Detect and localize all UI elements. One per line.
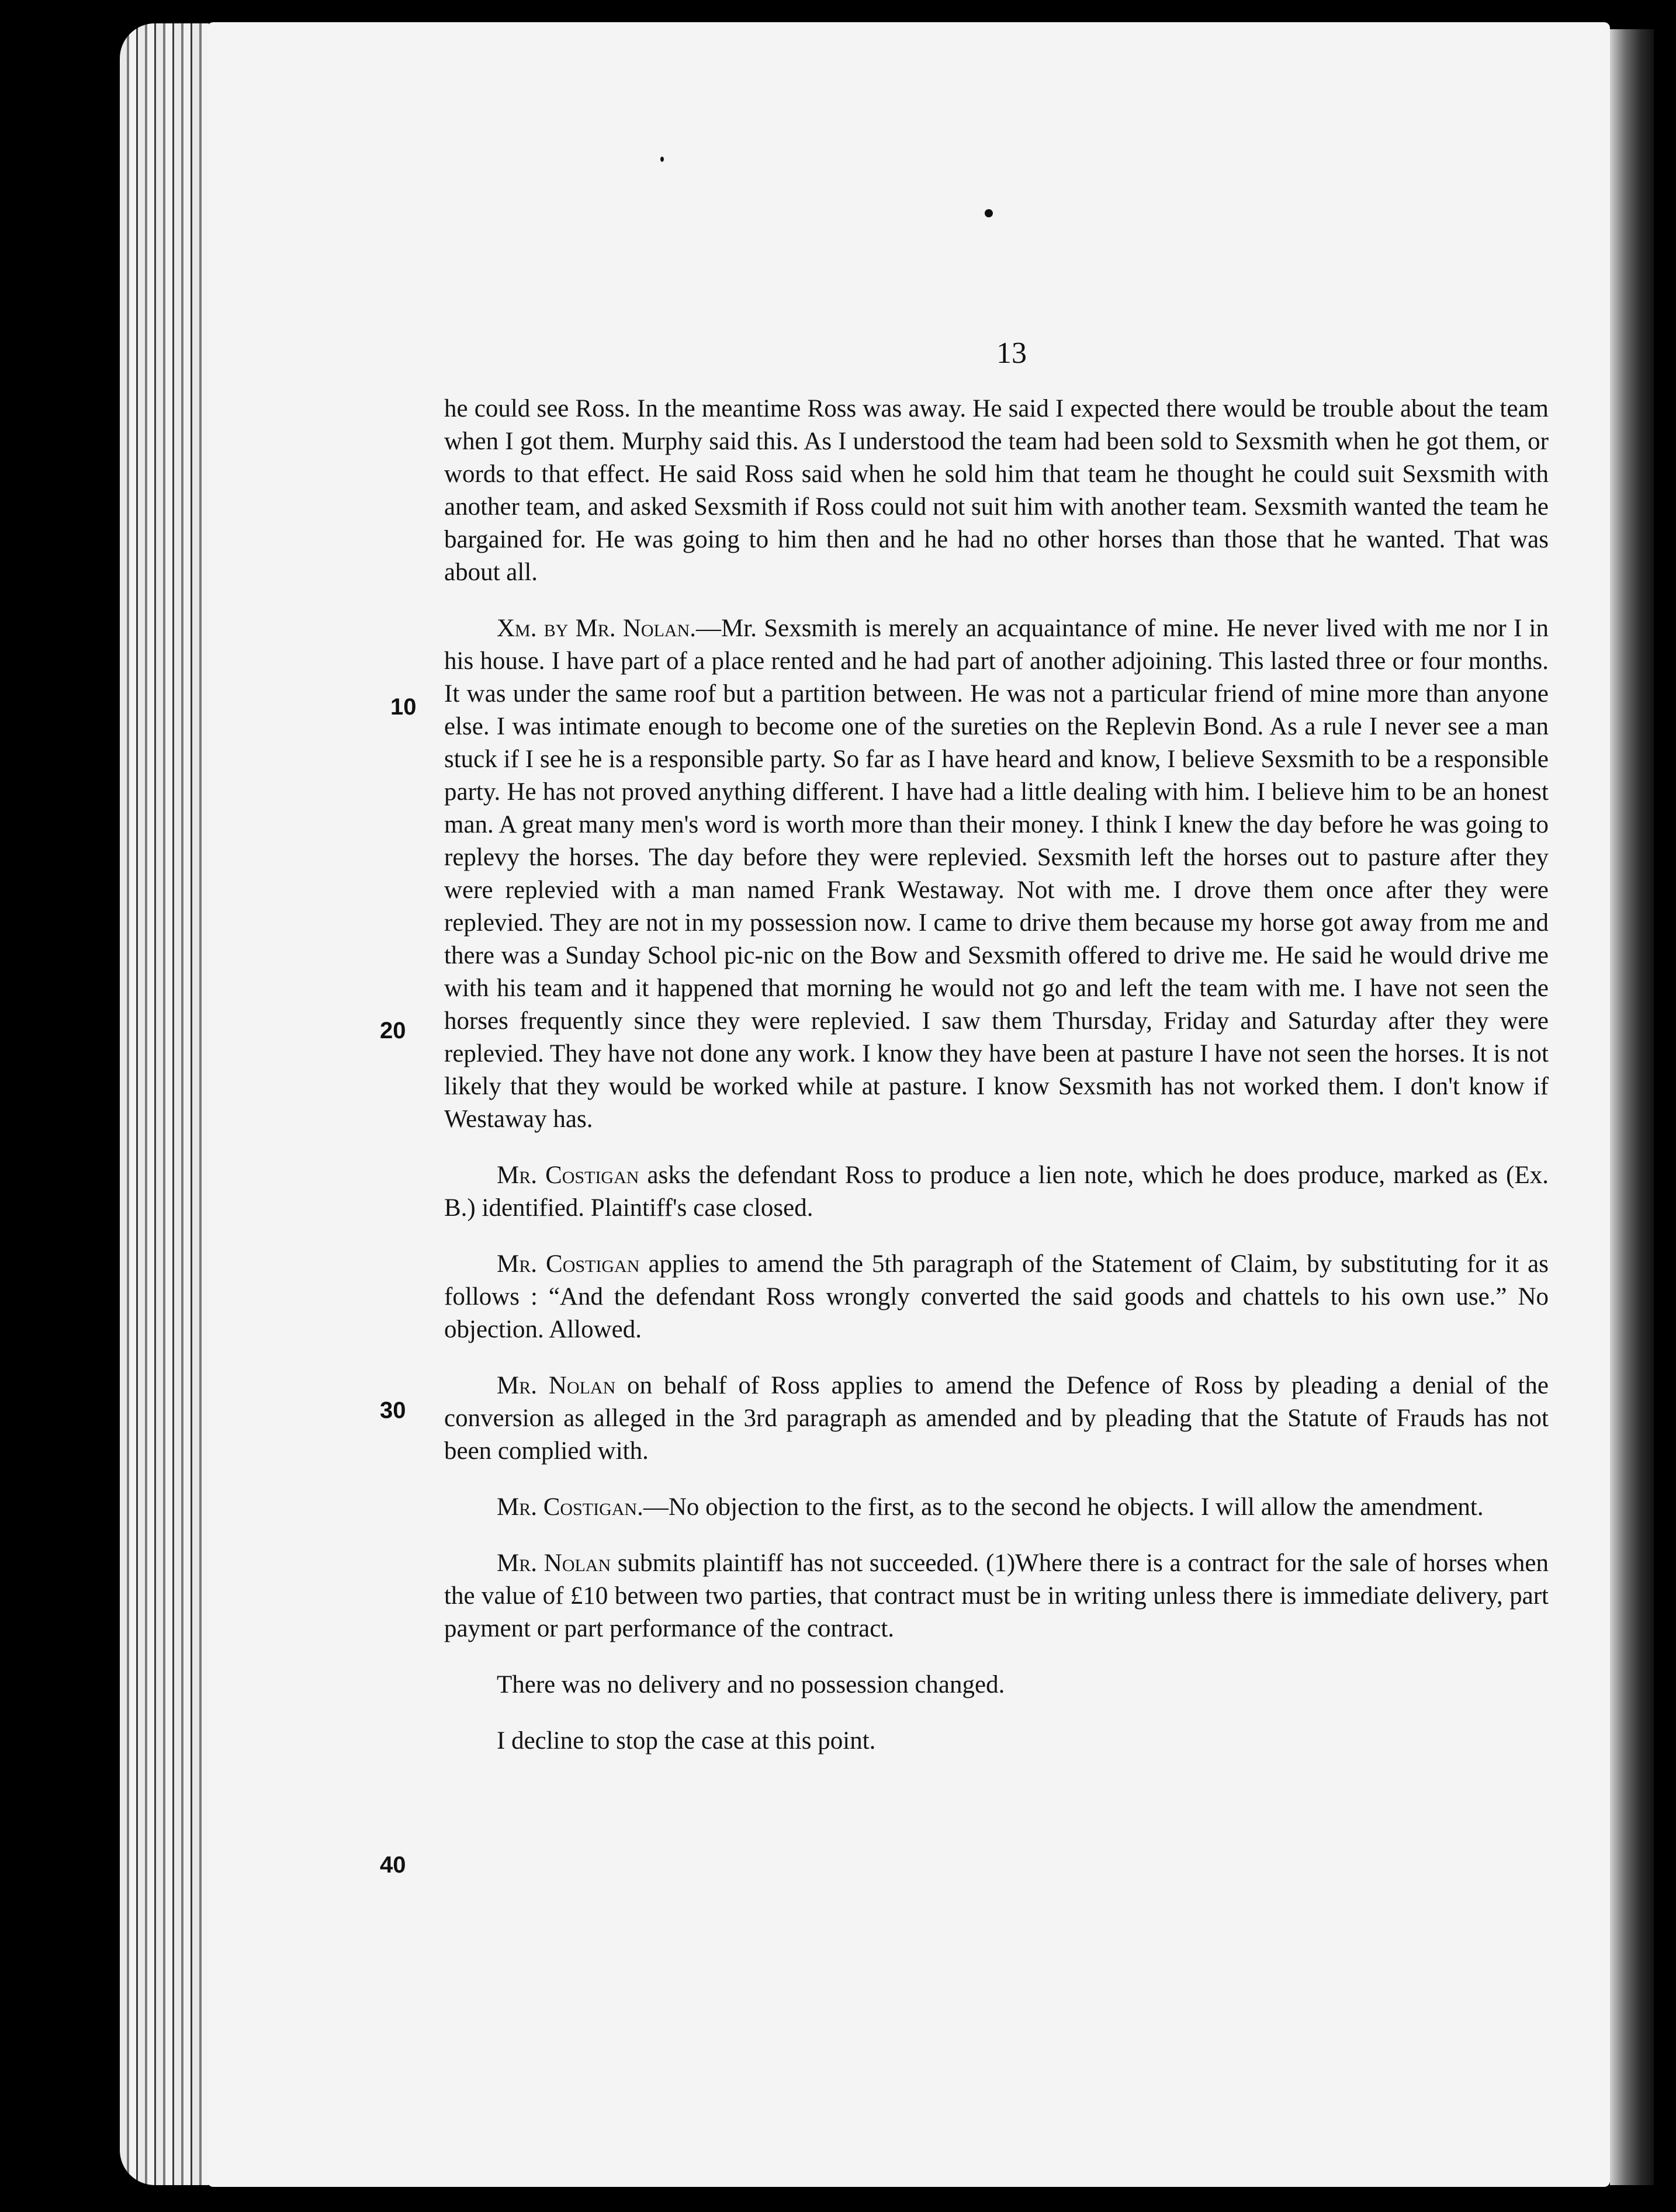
paragraph-5 <box>444 1370 1549 1468</box>
paragraph-1 <box>444 393 1549 589</box>
paragraph-text: he could see Ross. In the meantime Ross was away. He said I expected there would be trouble about the team when I got them. Murphy said this. As I understood the team had been sold to Sexsmith when he got them, or words to that effect. He said Ross said when he sold him that team he thought he could suit Sexsmith with another team, and asked Sexsmith if Ross could not suit him with another team. Sexsmith wanted the team he bargained for. He was going to him then and he had no other horses than those that he wanted. That was about all. <box>444 395 1549 586</box>
paragraph-text: I decline to stop the case at this point. <box>497 1727 876 1755</box>
speaker-lead: Mr. Costigan <box>497 1162 639 1189</box>
paragraph-text: —No objection to the first, as to the second he objects. I will allow the amendment. <box>643 1493 1484 1521</box>
paragraph-9 <box>444 1725 1549 1757</box>
paragraph-6 <box>444 1491 1549 1524</box>
speaker-lead: Mr. Costigan <box>497 1250 640 1278</box>
paragraph-text: —Mr. Sexsmith is merely an acquaintance of mine. He never lived with me nor I in his house. I have part of a place rented and he had part of another adjoining. This lasted three or four months. It was under the same roof but a partition between. He was not a particular friend of mine more than anyone else. I was intimate enough to become one of the sureties on the Replevin Bond. As a rule I never see a man stuck if I see he is a responsible party. So far as I have heard and know, I believe Sexsmith to be a responsible party. He has not proved anything different. I have had a little dealing with him. I believe him to be an honest man. A great many men's word is worth more than their money. I think I knew the day before he was going to replevy the horses. The day before they were replevied. Sexsmith left the horses out to pasture after they were replevied with a man named Frank Westaway. Not with me. I drove them once after they were replevied. They are not in my possession now. I came to drive them because my horse got away from me and there was a Sunday School pic-nic on the Bow and Sexsmith offered to drive me. He said he would drive me with his team and it happened that morning he would not go and left the team with me. I have not seen the horses frequently since they were replevied. I saw them Thursday, Friday and Saturday after they were replevied. They have not done any work. I know they have been at pasture I have not seen the horses. It is not likely that they would be worked while at pasture. I know Sexsmith has not worked them. I don't know if Westaway has. <box>444 615 1549 1133</box>
line-number-30: 30 <box>380 1398 406 1423</box>
paragraph-2-cross-examination <box>444 612 1549 1136</box>
book-gutter-shadow <box>1610 29 1654 2185</box>
paragraph-text: on behalf of Ross applies to amend the Defence of Ross by pleading a denial of the conversion as alleged in the 3rd paragraph as amended and by pleading that the Statute of Frauds has not been complied with. <box>444 1372 1549 1465</box>
paragraph-text: There was no delivery and no possession changed. <box>497 1671 1005 1698</box>
speaker-lead: Mr. Costigan. <box>497 1493 643 1521</box>
paragraph-text: submits plaintiff has not succeeded. (1)Where there is a contract for the sale of horses when the value of £10 between two parties, that contract must be in writing unless there is immediate delivery, part payment or part performance of the contract. <box>444 1549 1549 1642</box>
ink-speck <box>985 209 993 217</box>
paragraph-8 <box>444 1669 1549 1701</box>
speaker-lead: Mr. Nolan <box>497 1549 611 1577</box>
paragraph-3 <box>444 1159 1549 1225</box>
speaker-lead: Mr. Nolan <box>497 1372 616 1399</box>
paragraph-text: asks the defendant Ross to produce a lien note, which he does produce, marked as (Ex. B.) identified. Plaintiff's case closed. <box>444 1162 1549 1222</box>
paragraph-text: applies to amend the 5th paragraph of the Statement of Claim, by substituting for it as follows : “And the defendant Ross wrongly converted the said goods and chattels to his own use.” No objection. Allowed. <box>444 1250 1549 1343</box>
ink-speck <box>660 157 664 162</box>
line-number-20: 20 <box>380 1018 406 1043</box>
body-text <box>444 393 1549 1781</box>
line-number-40: 40 <box>380 1852 406 1878</box>
paragraph-7 <box>444 1547 1549 1645</box>
paragraph-4 <box>444 1248 1549 1346</box>
speaker-lead: Xm. by Mr. Nolan. <box>497 615 697 642</box>
line-number-10: 10 <box>390 694 417 720</box>
page-number: 13 <box>996 337 1027 370</box>
